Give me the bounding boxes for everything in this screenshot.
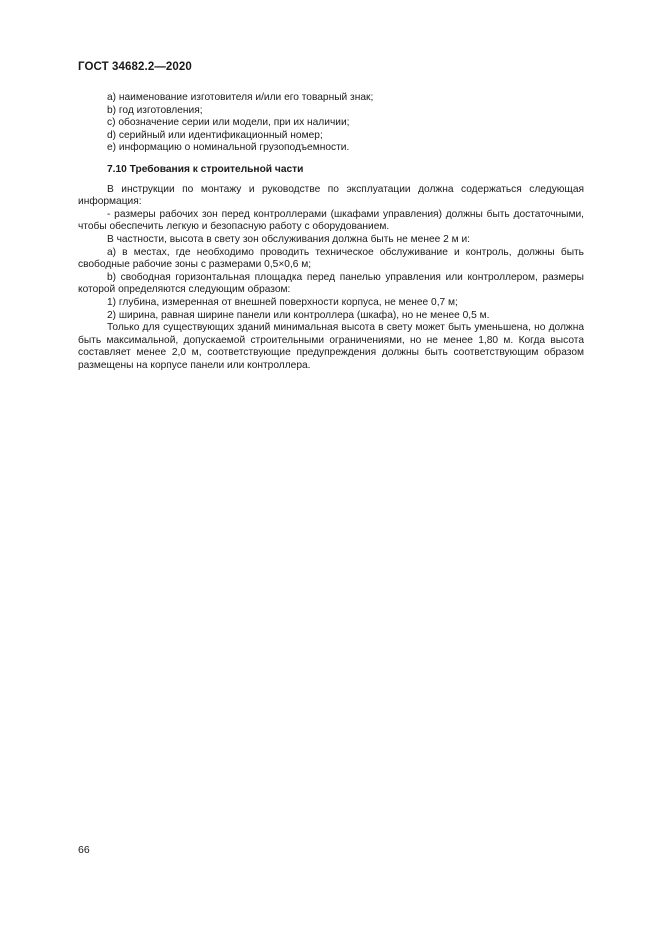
- list-item-d: d) серийный или идентификационный номер;: [107, 129, 323, 141]
- page-number: 66: [78, 844, 90, 856]
- document-body: [78, 92, 584, 372]
- paragraph-subitem-1: 1) глубина, измеренная от внешней поверхности корпуса, не менее 0,7 м;: [107, 296, 458, 308]
- list-item-e: e) информацию о номинальной грузоподъемности.: [107, 142, 350, 154]
- list-item-b: b) год изготовления;: [107, 104, 203, 116]
- paragraph-subitem-2: 2) ширина, равная ширине панели или контроллера (шкафа), но не менее 0,5 м.: [107, 309, 490, 321]
- list-item-a: a) наименование изготовителя и/или его товарный знак;: [107, 92, 374, 103]
- paragraph-existing-buildings: Только для существующих зданий минимальная высота в свету может быть уменьшена, но должна быть максимальной, допускаемой строительными ограничениями, но не менее 1,80 м. Когда высота составляет менее 2,0 м, соответствующие предупреждения должны быть соответствующим образом размещены на корпусе панели или контроллера.: [78, 322, 584, 371]
- paragraph-item-a: a) в местах, где необходимо проводить техническое обслуживание и контроль, должны быть свободные рабочие зоны с размерами 0,5×0,6 м;: [78, 246, 584, 271]
- document-header: ГОСТ 34682.2—2020: [78, 61, 192, 73]
- paragraph-item-b: b) свободная горизонтальная площадка перед панелью управления или контроллером, размеры которой определяются следующим образом:: [78, 271, 584, 296]
- section-title: 7.10 Требования к строительной части: [107, 163, 304, 175]
- paragraph-height: В частности, высота в свету зон обслуживания должна быть не менее 2 м и:: [107, 233, 470, 245]
- paragraph-intro: В инструкции по монтажу и руководстве по эксплуатации должна содержаться следующая информация:: [78, 183, 584, 208]
- list-item-c: c) обозначение серии или модели, при их наличии;: [107, 117, 350, 129]
- paragraph-dash-item: - размеры рабочих зон перед контроллерами (шкафами управления) должны быть достаточными, чтобы обеспечить легкую и безопасную работу с оборудованием.: [78, 208, 584, 233]
